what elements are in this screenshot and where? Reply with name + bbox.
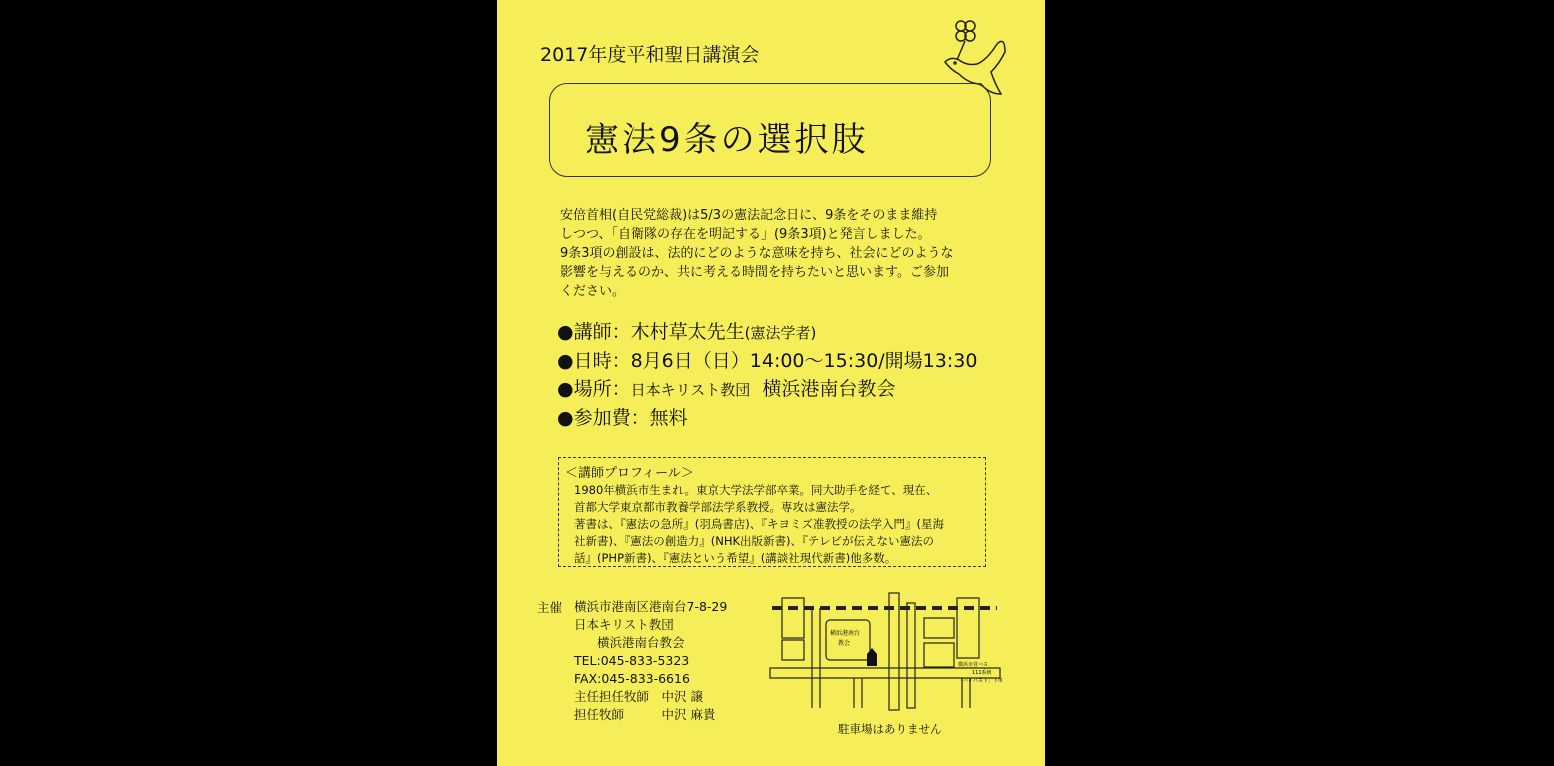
fee-value: 無料 xyxy=(649,407,688,429)
profile-line: 著書は、『憲法の急所』(羽鳥書店)、『キヨミズ准教授の法学入門』(星海 xyxy=(574,517,944,531)
organizer-org: 日本キリスト教団 xyxy=(574,617,674,632)
fee-row xyxy=(557,404,977,432)
venue-name: 横浜港南台教会 xyxy=(762,378,896,400)
lecturer-row xyxy=(557,318,977,347)
map-church-label: 教会 xyxy=(838,640,851,647)
fee-label: ●参加費： xyxy=(557,407,650,429)
intro-line: 9条3項の創設は、法的にどのような意味を持ち、社会にどのような xyxy=(560,246,954,261)
lecturer-label: ●講師： xyxy=(557,321,631,343)
profile-line: 話』(PHP新書)、『憲法という希望』(講談社現代新書)他多数。 xyxy=(574,551,897,565)
profile-text xyxy=(574,482,944,567)
organizer-address: 横浜市港南区港南台7-8-29 xyxy=(574,599,728,614)
datetime-row xyxy=(557,347,977,375)
profile-heading: ＜講師プロフィール＞ xyxy=(565,466,694,481)
map-bus-label: 111系統 xyxy=(972,670,992,676)
intro-text xyxy=(560,206,1000,301)
venue-label: ●場所： xyxy=(557,378,631,400)
organizer-info xyxy=(574,598,727,724)
intro-line: 安倍首相(自民党総裁)は5/3の憲法記念日に、9条をそのまま維持 xyxy=(560,208,938,223)
organizer-label: 主催 xyxy=(537,600,563,615)
map-bus-label: 横浜市営バス xyxy=(958,662,989,668)
intro-line: しつつ、「自衛隊の存在を明記する」(9条3項)と発言しました。 xyxy=(560,227,931,242)
intro-line: 影響を与えるのか、共に考える時間を持ちたいと思います。ご参加 xyxy=(560,265,949,280)
intro-line: ください。 xyxy=(560,284,626,299)
venue-row xyxy=(557,375,977,404)
event-name: 2017年度平和聖日講演会 xyxy=(540,44,760,66)
lecturer-note: (憲法学者) xyxy=(744,324,817,342)
venue-org: 日本キリスト教団 xyxy=(630,381,751,399)
parking-note: 駐車場はありません xyxy=(838,722,942,736)
event-details xyxy=(557,318,977,432)
access-map xyxy=(762,588,1012,718)
event-flyer xyxy=(497,0,1045,766)
organizer-pastor: 担任牧師 中沢 麻貴 xyxy=(574,707,716,722)
organizer-church: 横浜港南台教会 xyxy=(597,635,685,650)
lecturer-name: 木村草太先生 xyxy=(630,321,745,343)
organizer-pastor-main: 主任担任牧師 中沢 譲 xyxy=(574,689,703,704)
datetime-label: ●日時： xyxy=(557,350,631,372)
map-church-label: 横浜港南台 xyxy=(830,630,861,637)
organizer-fax: FAX:045-833-6616 xyxy=(574,671,690,686)
organizer-tel: TEL:045-833-5323 xyxy=(574,653,690,668)
profile-line: 1980年横浜市生まれ。東京大学法学部卒業。同大助手を経て、現在、 xyxy=(574,483,938,497)
datetime-value: 8月6日（日）14:00～15:30/開場13:30 xyxy=(630,350,978,372)
profile-line: 首都大学東京都市教養学部法学系教授。専攻は憲法学。 xyxy=(574,500,862,514)
profile-line: 社新書)、『憲法の創造力』(NHK出版新書)、『テレビが伝えない憲法の xyxy=(574,534,935,548)
lecture-title: 憲法9条の選択肢 xyxy=(585,120,869,160)
map-bus-label: 「バイパス下」下車 xyxy=(958,678,1003,684)
